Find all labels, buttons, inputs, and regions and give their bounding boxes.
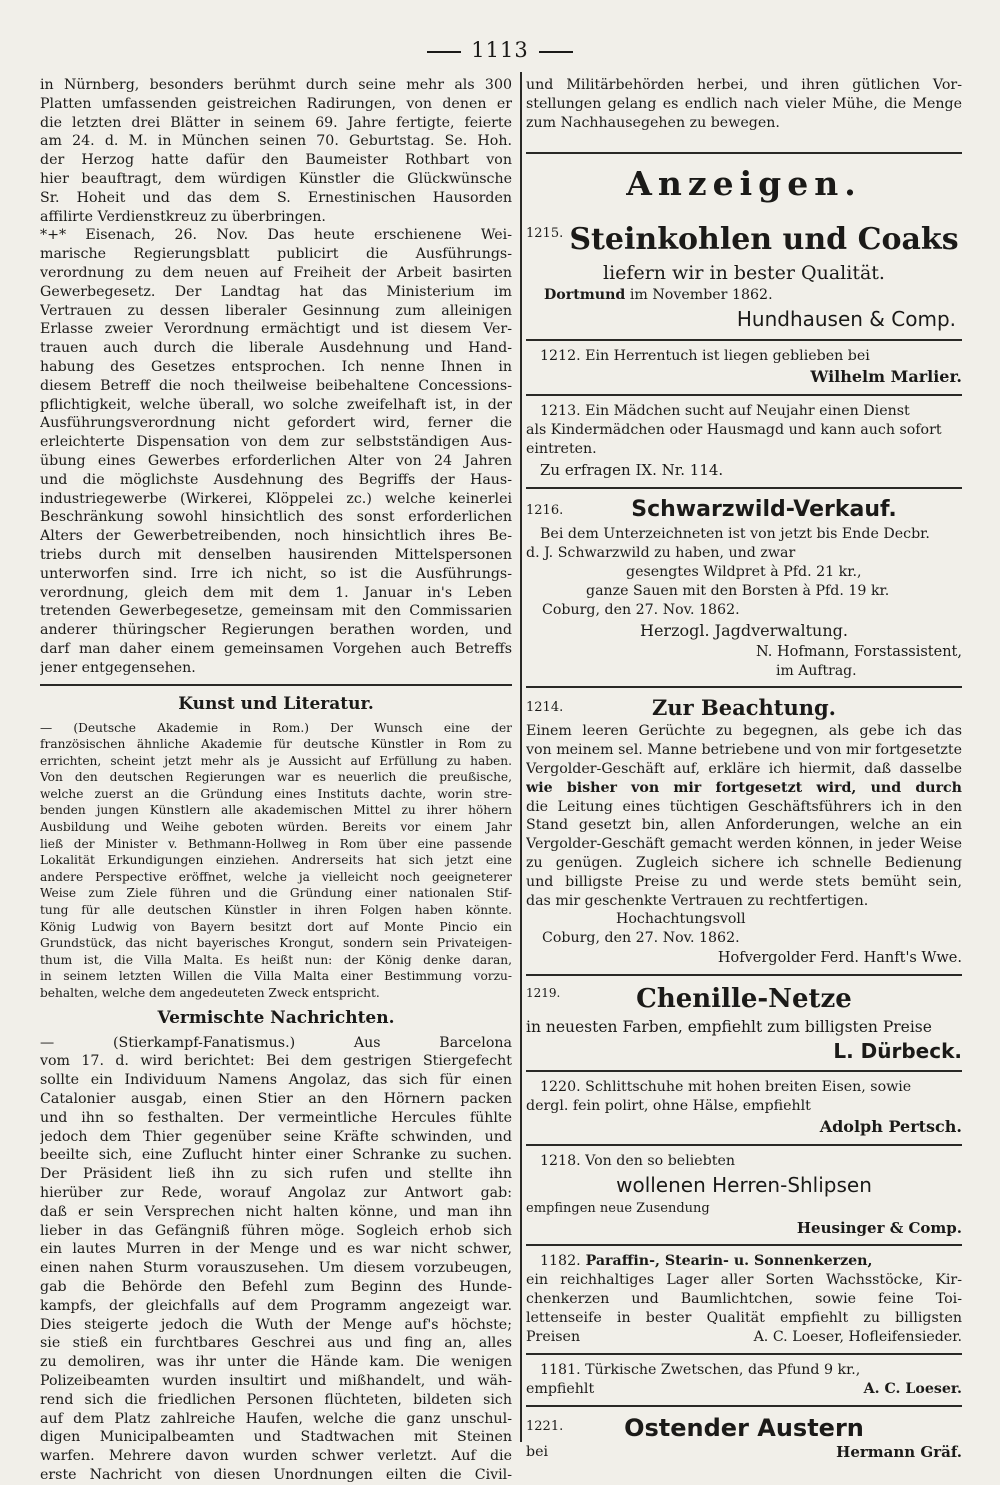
ad-text-line: Stand gesetzt bin, allen Anforderungen, welche an ein (526, 817, 962, 834)
article-line: zu demoliren, was ihr unter die Hände kam. Die wenigen (40, 1354, 512, 1371)
ad-text: Preisen (526, 1328, 581, 1345)
ad-text-line: zu genügen. Zugleich sichere ich schnelle Bedienung (526, 854, 962, 871)
ad-1219 (526, 982, 962, 1064)
ad-firm: Hundhausen & Comp. (736, 307, 956, 332)
ad-text-line: das mir geschenkte Vertrauen zu rechtfertigen. (526, 892, 869, 909)
ad-number: 1220. (540, 1079, 581, 1096)
article-line: beeilte sich, eine Zuflucht hinter einer Schranke zu suchen. (40, 1147, 512, 1164)
article-line: digen Municipalbeamten und Stadtwachen mit Steinen (40, 1429, 512, 1446)
ad-on-behalf: im Auftrag. (776, 663, 857, 680)
article-line: Von den deutschen Regierungen war es neuerlich die preußische, (40, 770, 512, 785)
ad-lead: bei (526, 1443, 549, 1460)
ad-text-line: d. J. Schwarzwild zu haben, und zwar (526, 545, 796, 562)
article-line: ein lautes Murren in der Menge und es war nicht schwer, (40, 1241, 512, 1258)
article-line: industriegewerbe (Wirkerei, Klöppelei zc.) welche keinerlei (40, 490, 512, 507)
article-line: einen nahen Sturm vorauszusehen. Um diesem vorzubeugen, (40, 1260, 512, 1277)
ad-text-line: wie bisher von mir fortgesetzt wird, und durch (526, 779, 962, 796)
ad-1215 (526, 220, 962, 333)
ad-text-line (526, 1361, 962, 1380)
ad-subline: liefern wir in bester Qualität. (603, 262, 885, 285)
article-line: jedoch dem Thier gegenüber seine Kräfte schwinden, und (40, 1128, 512, 1145)
ad-1220 (526, 1078, 962, 1138)
continuation-article (526, 76, 962, 132)
article-line: und die möglichste Ausdehnung des Begriffs der Haus- (40, 471, 512, 488)
ad-1216 (526, 495, 962, 680)
ad-rule (526, 974, 962, 976)
column-divider (520, 72, 522, 1442)
article-line: stellungen gelang es endlich nach vieler Mühe, die Menge (526, 95, 962, 112)
ad-text-line: ein reichhaltiges Lager aller Sorten Wachsstöcke, Kir- (526, 1272, 962, 1289)
right-column (526, 76, 962, 1462)
article-line: in seinem letzten Willen die Villa Malta einer Bestimmung vorzu- (40, 969, 512, 984)
article-line: sollte ein Individuum Namens Angolaz, das sich für einen (40, 1072, 512, 1089)
article-line: affilirte Verdienstkreuz zu überbringen. (40, 208, 326, 225)
section-heading-kunst: Kunst und Literatur. (178, 693, 374, 714)
ad-signature: Wilhelm Marlier. (810, 367, 962, 387)
ad-text-line: Vergolder-Geschäft auf, erkläre ich hiermit, daß dasselbe (526, 760, 962, 777)
section-heading-vermischte: Vermischte Nachrichten. (157, 1007, 395, 1028)
ad-headline: Chenille-Netze (636, 984, 852, 1015)
article-line: Dies steigerte jedoch die Wuth der Menge auf's höchste; (40, 1316, 512, 1333)
ad-rule (526, 339, 962, 341)
ad-number: 1214. (526, 700, 564, 716)
ad-number: 1216. (526, 503, 564, 519)
article-line: trauen auch durch die liberale Ausdehnung und Hand- (40, 340, 512, 357)
article-line: auf dem Platz zahlreiche Haufen, welche die ganz unschul- (40, 1410, 512, 1427)
article-line: welche zuerst an die Gründung eines Instituts dachte, worin stre- (40, 786, 512, 801)
article-line: andere Perspective eröffnet, welche ja vielleicht noch geeigneterer (40, 869, 512, 884)
ad-rule (526, 1144, 962, 1146)
ad-text-line (526, 1252, 962, 1271)
ad-rule (526, 686, 962, 688)
vermischte-article (40, 1034, 512, 1485)
header-dash-right (539, 51, 573, 53)
ad-signature: A. C. Loeser, Hofleifensieder. (753, 1328, 962, 1345)
ad-place-date: Coburg, den 27. Nov. 1862. (542, 602, 740, 619)
ad-rule (526, 487, 962, 489)
article-line: verordnung zu dem neuen auf Freiheit der Arbeit basirten (40, 264, 512, 281)
ad-text-line (526, 1380, 962, 1399)
article-line: errichten, scheint jetzt mehr als je Aussicht auf Erfüllung zu haben. (40, 753, 512, 768)
article-line: und ihn so festhalten. Der vermeintliche Hercules fühlte (40, 1109, 512, 1126)
article-line: König Ludwig von Bayern besitzt dort auf Monte Pincio ein (40, 919, 512, 934)
ad-number: 1182. (540, 1253, 581, 1270)
ad-text-line (526, 1443, 962, 1462)
ad-number: 1181. (540, 1361, 581, 1378)
ad-text-line: dergl. fein polirt, ohne Hälse, empfiehlt (526, 1098, 811, 1115)
ad-place-date (526, 286, 962, 305)
article-line: erleichterte Dispensation von dem zur selbstständigen Aus- (40, 434, 512, 451)
article-line: Beschränkung sowohl hinsichtlich des sonst erforderlichen (40, 509, 512, 526)
article-line: kampfs, der gleichfalls auf dem Programm angezeigt war. (40, 1297, 512, 1314)
article-line: anderer thüringscher Regierungen berathen worden, und (40, 622, 512, 639)
ad-rule (526, 1070, 962, 1072)
left-column (40, 76, 512, 1485)
article-line: benden jungen Künstlern alle akademischen Mittel zu ihrer höhern (40, 803, 512, 818)
article-line: Grundstück, das nicht bayerisches Krongut, sondern sein Privateigen- (40, 936, 512, 951)
ad-text-line: Einem leeren Gerüchte zu begegnen, als gebe ich das (526, 723, 962, 740)
ad-number: 1221. (526, 1418, 564, 1434)
section-rule (40, 684, 512, 686)
ad-headline: Steinkohlen und Coaks (569, 222, 959, 258)
nuernberg-article (40, 76, 512, 226)
article-line: lieber in das Gefängniß führen möge. Sogleich erhob sich (40, 1222, 512, 1239)
ad-text-line: in neuesten Farben, empfiehlt zum billigsten Preise (526, 1018, 932, 1037)
ad-text-line (526, 1152, 962, 1171)
article-line: die letzten drei Blätter in seinem 69. Jahre fertigte, feierte (40, 114, 512, 131)
ad-text-line (526, 347, 962, 366)
ad-signature: A. C. Loeser. (863, 1380, 962, 1397)
ad-1212 (526, 347, 962, 388)
anzeigen-heading: Anzeigen. (626, 164, 862, 204)
page-number-header (0, 38, 1000, 62)
article-line: — (Deutsche Akademie in Rom.) Der Wunsch eine der (40, 720, 512, 735)
article-line: unterworfen sind. Irre ich nicht, so ist die Ausführungs- (40, 565, 512, 582)
ad-text-line: und billigste Preise zu und werde stets bemüht sein, (526, 873, 962, 890)
article-line: und Militärbehörden herbei, und ihren gütlichen Vor- (526, 77, 962, 93)
ad-inquire: Zu erfragen IX. Nr. 114. (540, 461, 724, 480)
ad-headline: wollenen Herren-Shlipsen (616, 1173, 872, 1198)
article-line: — (Stierkampf-Fanatismus.) Aus Barcelona (40, 1034, 512, 1051)
article-line: marische Regierungsblatt publicirt die Ausführungs- (40, 246, 512, 263)
ad-lead: empfiehlt (526, 1380, 595, 1397)
article-line: *+* Eisenach, 26. Nov. Das heute erschienene Wei- (40, 227, 512, 244)
kunst-article (40, 720, 512, 1002)
article-line: Der Präsident ließ ihn zu sich rufen und stellte ihn (40, 1166, 512, 1183)
article-line: Weise zum Ziele führen und die Gründung einer nationalen Stif- (40, 886, 512, 901)
ad-text-line (526, 1078, 962, 1097)
article-line: jener entgegensehen. (40, 659, 196, 676)
article-line: gab die Behörde den Befehl zum Beginn des Hunde- (40, 1278, 512, 1295)
article-line: rend sich die friedlichen Personen flüchteten, bildeten sich (40, 1391, 512, 1408)
article-line: übung eines Gewerbes erforderlichen Alter von 24 Jahren (40, 452, 512, 469)
ad-1214 (526, 694, 962, 968)
page-number: 1113 (471, 38, 529, 62)
ad-place-date: Coburg, den 27. Nov. 1862. (542, 930, 740, 947)
article-line: diesem Betreff die noch theilweise beibehaltene Concessions- (40, 377, 512, 394)
ad-text-line: Vergolder-Geschäft gemacht werden können, in jeder Weise (526, 836, 962, 853)
ad-text: Ein Mädchen sucht auf Neujahr einen Dienst (585, 403, 910, 420)
ad-1213 (526, 402, 962, 481)
header-dash-left (427, 51, 461, 53)
ad-signature: Hermann Gräf. (836, 1442, 962, 1461)
article-line: tung für alle deutschen Künstler in ihren Folgen haben könnte. (40, 903, 512, 918)
ad-rule (526, 394, 962, 396)
article-line: hierüber zur Rede, worauf Angolaz zur Antwort gab: (40, 1184, 512, 1201)
article-line: Ausführungsverordnung nicht gefordert wird, ferner die (40, 415, 512, 432)
article-line: warfen. Mehrere davon wurden schwer verletzt. Auf die (40, 1448, 512, 1465)
ad-headline: Ostender Austern (624, 1413, 864, 1442)
article-line: Polizeibeamten wurden insultirt und mißhandelt, und wäh- (40, 1372, 512, 1389)
article-line: sie stieß ein furchtbares Geschrei aus und fing an, alles (40, 1335, 512, 1352)
ad-number: 1219. (526, 986, 561, 1001)
ad-text-line: eintreten. (526, 441, 597, 458)
ad-text: Paraffin-, Stearin- u. Sonnenkerzen, (585, 1253, 873, 1270)
ad-number: 1215. (526, 226, 564, 242)
ad-number: 1218. (540, 1153, 581, 1170)
ad-1182 (526, 1252, 962, 1346)
article-line: daß er sein Versprechen nicht halten könne, und man ihn (40, 1203, 512, 1220)
ad-price: gesengtes Wildpret à Pfd. 21 kr., (626, 564, 862, 581)
article-line: zum Nachhausegehen zu bewegen. (526, 114, 780, 131)
article-line: Catalonier ausgab, einen Stier an den Hörnern packen (40, 1090, 512, 1107)
article-line: habung des Gesetzes entsprochen. Ich nenne Ihnen in (40, 358, 512, 375)
article-line: thum ist, die Villa Malta. Es heißt nun: der König denke daran, (40, 952, 512, 967)
ad-1218 (526, 1152, 962, 1238)
ad-firm: Heusinger & Comp. (796, 1219, 962, 1238)
ad-signature: Adolph Pertsch. (819, 1117, 962, 1137)
article-line: Erlasse zweier Verordnung ermächtigt und ist diesem Ver- (40, 321, 512, 338)
ad-signature: Hofvergolder Ferd. Hanft's Wwe. (717, 950, 962, 967)
ad-closing: Hochachtungsvoll (616, 911, 746, 928)
ad-text-line: chenkerzen und Baumlichtchen, sowie feine Toi- (526, 1291, 962, 1308)
article-line: verordnung, gleich dem mit dem 1. Januar in's Leben (40, 584, 512, 601)
ad-1181 (526, 1361, 962, 1399)
article-line: Sr. Hoheit und das dem S. Ernestinischen Hausorden (40, 189, 512, 206)
article-line: darf man daher einem gemeinsamen Vorgehen auch Betreffs (40, 640, 512, 657)
article-line: Alters der Gewerbetreibenden, noch hinsichtlich ihres Be- (40, 528, 512, 545)
ad-text-line: von meinem sel. Manne betriebene und von mir fortgesetzte (526, 742, 962, 759)
article-line: am 24. d. M. in München seinen 70. Geburtstag. Se. Hoh. (40, 133, 512, 150)
ad-text: Von den so beliebten (585, 1153, 735, 1170)
ad-number: 1213. (540, 403, 581, 420)
article-line: Platten umfassenden geistreichen Radirungen, von denen er (40, 95, 512, 112)
article-line: in Nürnberg, besonders berühmt durch seine mehr als 300 (40, 77, 512, 93)
ad-text-line (526, 1328, 962, 1347)
ad-text-line (526, 402, 962, 421)
ad-rule (526, 1353, 962, 1355)
ad-rule (526, 1405, 962, 1407)
article-line: behalten, welche dem angedeuteten Zweck entspricht. (40, 986, 380, 1000)
ad-text-line: die Leitung eines tüchtigen Geschäftsführers ich in den (526, 798, 962, 815)
ad-text-line: empfingen neue Zusendung (526, 1201, 710, 1217)
article-line: der Herzog hatte dafür den Baumeister Rothbart von (40, 152, 512, 169)
article-line: tretenden Gewerbegesetze, gemeinsam mit den Commissarien (40, 603, 512, 620)
article-line: triebs durch mit denselben hausirenden Mittelspersonen (40, 546, 512, 563)
ad-office: Herzogl. Jagdverwaltung. (640, 621, 848, 641)
article-line: vom 17. d. wird berichtet: Bei dem gestrigen Stiergefecht (40, 1053, 512, 1070)
ad-number: 1212. (540, 348, 581, 365)
ad-text-line: lettenseife in bester Qualität empfiehlt zu billigsten (526, 1309, 962, 1326)
ad-headline: Zur Beachtung. (652, 695, 836, 721)
article-line: französischen ähnliche Akademie für deutsche Künstler in Rom zu (40, 737, 512, 752)
ad-text: Ein Herrentuch ist liegen geblieben bei (585, 348, 870, 365)
eisenach-article (40, 226, 512, 677)
article-line: ließ der Minister v. Bethmann-Hollweg in Rom über eine passende (40, 836, 512, 851)
article-line: Ausbildung und Weihe geboten würden. Bereits vor einem Jahr (40, 820, 512, 835)
article-line: pflichtigkeit, welche überall, wo solche zweifelhaft ist, in der (40, 396, 512, 413)
article-line: erste Nachricht von diesen Unordnungen eilten die Civil- (40, 1466, 512, 1483)
ad-headline: Schwarzwild-Verkauf. (631, 497, 897, 523)
ad-text: Türkische Zwetschen, das Pfund 9 kr., (585, 1361, 861, 1378)
ad-rule (526, 1244, 962, 1246)
ad-price: ganze Sauen mit den Borsten à Pfd. 19 kr. (586, 583, 890, 600)
ad-text-line: Bei dem Unterzeichneten ist von jetzt bis Ende Decbr. (540, 526, 930, 543)
ad-1221 (526, 1413, 962, 1462)
ad-place: Dortmund (544, 287, 626, 304)
article-line: Gewerbegesetz. Der Landtag hat das Ministerium im (40, 283, 512, 300)
ad-text: Schlittschuhe mit hohen breiten Eisen, sowie (585, 1079, 912, 1096)
ad-text-line: als Kindermädchen oder Hausmagd und kann auch sofort (526, 422, 942, 439)
ad-firm: L. Dürbeck. (833, 1039, 962, 1064)
article-line: Vertrauen zu dessen liberaler Gesinnung zum alleinigen (40, 302, 512, 319)
ad-date: im November 1862. (629, 287, 773, 304)
article-line: hier beauftragt, dem würdigen Künstler die Glückwünsche (40, 170, 512, 187)
section-rule (526, 152, 962, 154)
article-line: Lokalität Erkundigungen einziehen. Andrerseits hat sich jetzt eine (40, 853, 512, 868)
ad-signer: N. Hofmann, Forstassistent, (756, 644, 962, 661)
